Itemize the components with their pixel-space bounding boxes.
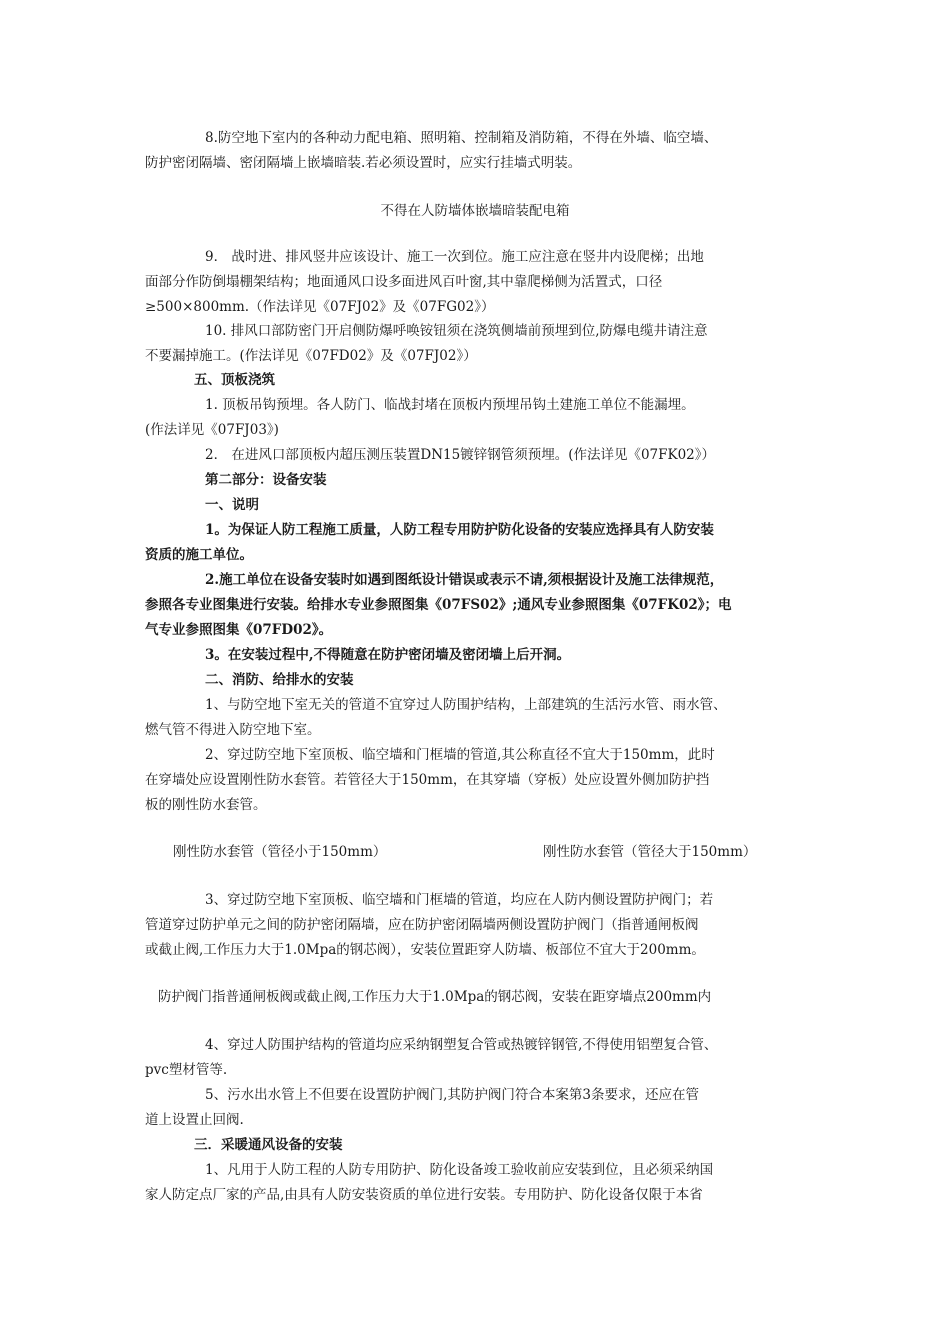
text-line: 1、与防空地下室无关的管道不宜穿过人防围护结构，上部建筑的生活污水管、雨水管、 (205, 697, 727, 713)
text-line: 1、凡用于人防工程的人防专用防护、防化设备竣工验收前应安装到位，且必须采纳国 (205, 1162, 714, 1178)
text-line: 气专业参照图集《07FD02》。 (145, 622, 333, 638)
text-line: 5、污水出水管上不但要在设置防护阀门,其防护阀门符合本案第3条要求，还应在管 (205, 1087, 699, 1103)
caption: 防护阀门指普通闸板阀或截止阀,工作压力大于1.0Mpa的钢芯阀，安装在距穿墙点200mm内 (158, 989, 712, 1005)
text-line: 1。为保证人防工程施工质量，人防工程专用防护防化设备的安装应选择具有人防安装 (205, 522, 714, 538)
text-line: pvc塑材管等. (145, 1062, 228, 1078)
section-heading: 五、顶板浇筑 (194, 372, 275, 388)
text-line: 参照各专业图集进行安装。给排水专业参照图集《07FS02》;通风专业参照图集《07FK02》；电 (145, 597, 732, 613)
text-line: 燃气管不得进入防空地下室。 (145, 722, 321, 738)
text-line: 1. 顶板吊钩预埋。各人防门、临战封堵在顶板内预埋吊钩土建施工单位不能漏埋。 (205, 397, 695, 413)
caption-left: 刚性防水套管（管径小于150mm） (173, 844, 387, 860)
text-line: 4、穿过人防围护结构的管道均应采纳钢塑复合管或热镀锌钢管,不得使用铝塑复合管、 (205, 1037, 718, 1053)
text-line: 2、穿过防空地下室顶板、临空墙和门框墙的管道,其公称直径不宜大于150mm，此时 (205, 747, 715, 763)
text-line: 家人防定点厂家的产品,由具有人防安装资质的单位进行安装。专用防护、防化设备仅限于本省 (145, 1187, 703, 1203)
text-line: 面部分作防倒塌棚架结构；地面通风口设多面进风百叶窗,其中靠爬梯侧为活置式，口径 (145, 274, 663, 290)
section-heading: 二、消防、给排水的安装 (205, 672, 354, 688)
text-line: 3。在安装过程中,不得随意在防护密闭墙及密闭墙上后开洞。 (205, 647, 571, 663)
text-line: 道上设置止回阀. (145, 1112, 244, 1128)
text-line: 不要漏掉施工。(作法详见《07FD02》及《07FJ02》） (145, 348, 477, 364)
text-line: 3、穿过防空地下室顶板、临空墙和门框墙的管道，均应在人防内侧设置防护阀门；若 (205, 892, 714, 908)
text-line: 10. 排风口部防密门开启侧防爆呼唤铵钮须在浇筑侧墙前预埋到位,防爆电缆井请注意 (205, 323, 708, 339)
text-line: 资质的施工单位。 (145, 547, 253, 563)
text-line: (作法详见《07FJ03》) (145, 422, 279, 438)
text-line: 板的刚性防水套管。 (145, 797, 267, 813)
caption-right: 刚性防水套管（管径大于150mm） (543, 844, 757, 860)
part-heading: 第二部分：设备安装 (205, 472, 327, 488)
caption: 不得在人防墙体嵌墙暗装配电箱 (380, 203, 570, 219)
text-line: 2． 在进风口部顶板内超压测压装置DN15镀锌钢管须预埋。(作法详见《07FK02》） (205, 447, 716, 463)
text-line: 管道穿过防护单元之间的防护密闭隔墙，应在防护密闭隔墙两侧设置防护阀门（指普通闸板阀 (145, 917, 699, 933)
section-heading: 三．采暖通风设备的安装 (194, 1137, 343, 1153)
text-line: 8.防空地下室内的各种动力配电箱、照明箱、控制箱及消防箱，不得在外墙、临空墙、 (205, 130, 718, 146)
text-line: 或截止阀,工作压力大于1.0Mpa的钢芯阀），安装位置距穿人防墙、板部位不宜大于200mm。 (145, 942, 705, 958)
text-line: 防护密闭隔墙、密闭隔墙上嵌墙暗装.若必须设置时，应实行挂墙式明装。 (145, 155, 582, 171)
text-line: 9． 战时进、排风竖井应该设计、施工一次到位。施工应注意在竖井内设爬梯；出地 (205, 249, 704, 265)
text-line: 2.施工单位在设备安装时如遇到图纸设计错误或表示不请,须根据设计及施工法律规范， (205, 572, 724, 588)
text-line: ≥500×800mm.（作法详见《07FJ02》及《07FG02》） (145, 299, 495, 315)
section-heading: 一、说明 (205, 497, 259, 513)
text-line: 在穿墙处应设置刚性防水套管。若管径大于150mm，在其穿墙（穿板）处应设置外侧加防护挡 (145, 772, 710, 788)
